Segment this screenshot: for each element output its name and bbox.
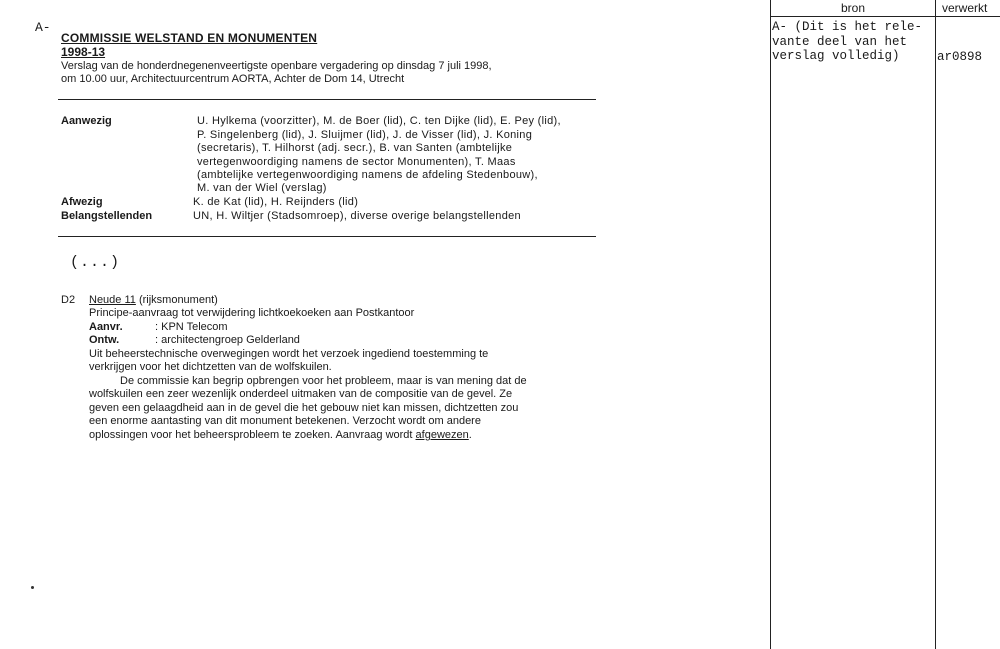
present-line: U. Hylkema (voorzitter), M. de Boer (lid), C. ten Dijke (lid), E. Pey (lid),: [197, 115, 561, 127]
item-body-line: De commissie kan begrip opbrengen voor het probleem, maar is van mening dat de: [120, 375, 527, 387]
absent-text: K. de Kat (lid), H. Reijnders (lid): [193, 196, 359, 208]
item-subject: Principe-aanvraag tot verwijdering lichtkoekoeken aan Postkantoor: [89, 307, 415, 319]
verwerkt-column-header: verwerkt: [942, 1, 988, 15]
item-address-note: (rijksmonument): [135, 294, 218, 306]
bron-note-line: A- (Dit is het rele-: [772, 20, 923, 34]
item-body-last-line: [89, 429, 472, 442]
attendance-divider: [58, 236, 596, 237]
applicant-value: : KPN Telecom: [155, 321, 228, 333]
stakeholders-text: UN, H. Wiltjer (Stadsomroep), diverse overige belangstellenden: [193, 210, 521, 222]
present-line: vertegenwoordiging namens de sector Monumenten), T. Maas: [197, 156, 516, 168]
present-line: (secretaris), T. Hilhorst (adj. secr.), B. van Santen (ambtelijke: [197, 142, 513, 154]
last-line-suffix: .: [468, 429, 472, 441]
column-divider-left: [770, 0, 771, 649]
item-body-line: een enorme aantasting van dit monument betekenen. Verzocht wordt om andere: [89, 415, 481, 427]
present-line: P. Singelenberg (lid), J. Sluijmer (lid), J. de Visser (lid), J. Koning: [197, 129, 533, 141]
applicant-label: Aanvr.: [89, 321, 123, 333]
document-marker: A-: [35, 20, 51, 35]
document-title: COMMISSIE WELSTAND EN MONUMENTEN: [61, 31, 318, 45]
item-body-line: geven een gelaagdheid aan in de gevel die het gebouw niet kan missen, dichtzetten zou: [89, 402, 519, 414]
intro-line: Verslag van de honderdnegenenveertigste openbare vergadering op dinsdag 7 juli 1998,: [61, 60, 492, 72]
last-line-prefix: oplossingen voor het beheersprobleem te zoeken. Aanvraag wordt: [89, 429, 416, 441]
item-body-line: Uit beheerstechnische overwegingen wordt het verzoek ingediend toestemming te: [89, 348, 489, 360]
item-code: D2: [61, 294, 76, 306]
bron-note-line: verslag volledig): [772, 49, 900, 63]
designer-label: Ontw.: [89, 334, 120, 346]
document-year: 1998-13: [61, 45, 106, 59]
item-body-line: wolfskuilen een zeer wezenlijk onderdeel uitmaken van de compositie van de gevel. Ze: [89, 388, 513, 400]
item-address: Neude 11: [89, 294, 136, 306]
column-header-rule: [770, 16, 1000, 17]
verwerkt-value: ar0898: [937, 50, 983, 64]
bron-note-line: vante deel van het: [772, 35, 908, 49]
header-divider: [58, 99, 596, 100]
item-address-line: [89, 294, 218, 307]
decision-rejected: afgewezen: [415, 429, 469, 441]
present-label: Aanwezig: [61, 115, 112, 127]
designer-value: : architectengroep Gelderland: [155, 334, 300, 346]
item-body-line: verkrijgen voor het dichtzetten van de wolfskuilen.: [89, 361, 332, 373]
omitted-section-ellipsis: (...): [70, 254, 121, 271]
bron-column-header: bron: [841, 1, 866, 15]
intro-line: om 10.00 uur, Architectuurcentrum AORTA, Achter de Dom 14, Utrecht: [61, 73, 405, 85]
present-line: M. van der Wiel (verslag): [197, 182, 327, 194]
stakeholders-label: Belangstellenden: [61, 210, 153, 222]
scan-artifact-dot: [31, 586, 34, 589]
present-line: (ambtelijke vertegenwoordiging namens de afdeling Stedenbouw),: [197, 169, 538, 181]
absent-label: Afwezig: [61, 196, 103, 208]
column-divider-middle: [935, 0, 936, 649]
